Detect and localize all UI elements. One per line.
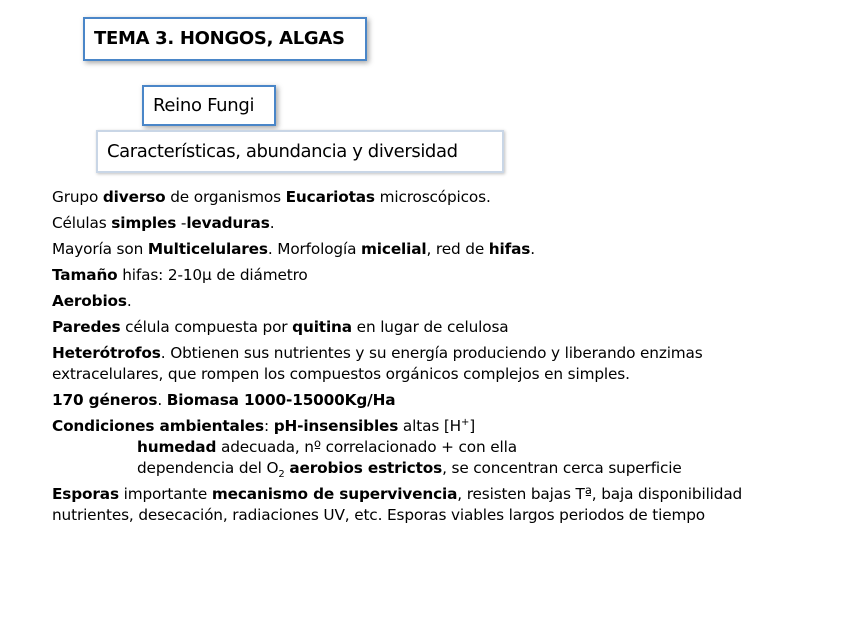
- para-heterotrophs: [52, 343, 842, 385]
- line-walls: Paredes célula compuesta por quitina en lugar de celulosa: [52, 318, 509, 336]
- line-genera: 170 géneros. Biomasa 1000-15000Kg/Ha: [52, 391, 396, 409]
- line-heterotrophs-cont: extracelulares, que rompen los compuestos orgánicos complejos en simples.: [52, 365, 630, 383]
- subtitle-box-characteristics: [96, 130, 504, 173]
- line-heterotrophs: Heterótrofos. Obtienen sus nutrientes y su energía produciendo y liberando enzimas: [52, 344, 703, 362]
- subtitle-characteristics: Características, abundancia y diversidad: [107, 141, 458, 162]
- subtitle-box-kingdom: [142, 85, 276, 126]
- line-spores: Esporas importante mecanismo de supervivencia, resisten bajas Tª, baja disponibilidad: [52, 485, 743, 503]
- para-spores: [52, 484, 842, 526]
- para-conditions: [52, 416, 842, 479]
- title-box: [83, 17, 367, 61]
- line-humidity: humedad adecuada, nº correlacionado + con ella: [137, 438, 517, 456]
- subtitle-kingdom: Reino Fungi: [153, 95, 255, 116]
- line-aerobic: Aerobios.: [52, 292, 132, 310]
- line-cells: Células simples -levaduras.: [52, 214, 275, 232]
- line-size: Tamaño hifas: 2-10μ de diámetro: [52, 266, 308, 284]
- line-multicellular: Mayoría son Multicelulares. Morfología micelial, red de hifas.: [52, 240, 535, 258]
- line-oxygen: dependencia del $O_2$ aerobios estrictos, se concentran cerca superficie: [137, 459, 682, 480]
- line-spores-cont: nutrientes, desecación, radiaciones UV, etc. Esporas viables largos periodos de tiempo: [52, 506, 706, 524]
- page-title: TEMA 3. HONGOS, ALGAS: [94, 28, 345, 49]
- content-body: [52, 187, 842, 531]
- line-group: Grupo diverso de organismos Eucariotas microscópicos.: [52, 188, 491, 206]
- line-conditions: Condiciones ambientales: pH-insensibles altas [H+]: [52, 417, 476, 435]
